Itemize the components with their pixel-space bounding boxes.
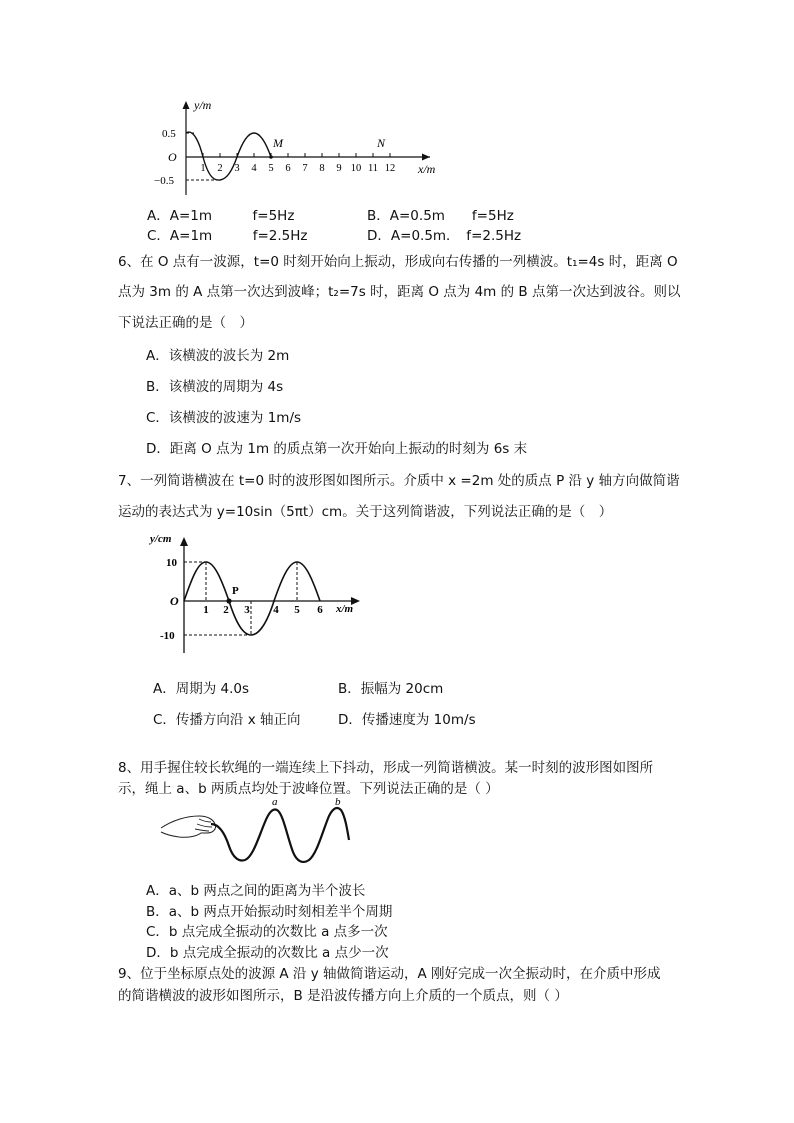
x-tick: 10 <box>350 163 362 174</box>
y-tick-neg0.5: −0.5 <box>154 175 174 187</box>
q8-option-b: B．a、b 两点开始振动时刻相差半个周期 <box>146 904 393 920</box>
q7-option-b: B．振幅为 20cm <box>338 681 444 697</box>
wave-figure-2 <box>140 528 370 663</box>
q6-option-a: A．该横波的波长为 2m <box>146 348 290 364</box>
q9-stem-line2: 的简谐横波的波形如图所示，B 是沿波传播方向上介质的一个质点，则（ ） <box>118 988 568 1004</box>
x-tick: 4 <box>251 163 257 174</box>
q6-stem-line2: 点为 3m 的 A 点第一次达到波峰；t₂=7s 时，距离 O 点为 4m 的 B 点第一次达到波谷。则以 <box>118 284 681 300</box>
q8-stem-line2: 示，绳上 a、b 两质点均处于波峰位置。下列说法正确的是（ ） <box>118 781 499 797</box>
q5-option-b: B．A=0.5m f=5Hz <box>367 208 514 224</box>
x-axis-label: x/m <box>418 162 436 176</box>
x-tick: 3 <box>234 163 240 174</box>
point-a-label: a <box>272 796 278 808</box>
x-tick: 9 <box>336 163 342 174</box>
x-tick: 1 <box>200 163 206 174</box>
q7-stem-line1: 7、一列简谐横波在 t=0 时的波形图如图所示。介质中 x =2m 处的质点 P 沿 y 轴方向做简谐 <box>118 473 680 489</box>
x-tick: 6 <box>285 163 291 174</box>
q8-option-d: D．b 点完成全振动的次数比 a 点少一次 <box>146 945 389 961</box>
point-n-label: N <box>377 136 386 150</box>
point-p-label: P <box>232 585 239 597</box>
x-tick: 6 <box>317 604 323 616</box>
x-tick: 12 <box>384 163 396 174</box>
q7-stem-line2: 运动的表达式为 y=10sin（5πt）cm。关于这列简谐波，下列说法正确的是（ ） <box>118 504 613 520</box>
x-tick: 1 <box>203 604 209 616</box>
q5-option-c: C．A=1m f=2.5Hz <box>147 228 308 244</box>
point-b-label: b <box>335 796 341 808</box>
q8-stem-line1: 8、用手握住较长软绳的一端连续上下抖动，形成一列简谐横波。某一时刻的波形图如图所 <box>118 760 654 776</box>
y-axis-label: y/m <box>194 98 212 112</box>
q8-option-c: C．b 点完成全振动的次数比 a 点多一次 <box>146 924 388 940</box>
q9-stem-line1: 9、位于坐标原点处的波源 A 沿 y 轴做简谐运动，A 刚好完成一次全振动时，在介质中形成 <box>118 966 661 982</box>
x-tick: 2 <box>223 604 229 616</box>
x-tick: 5 <box>294 604 300 616</box>
y-tick-neg10: -10 <box>160 630 175 642</box>
q6-option-b: B．该横波的周期为 4s <box>146 379 284 395</box>
y-tick-0.5: 0.5 <box>162 128 176 140</box>
x-tick: 8 <box>319 163 325 174</box>
x-tick: 3 <box>244 604 250 616</box>
x-axis-label: x/m <box>336 603 354 615</box>
origin-label: O <box>168 150 177 164</box>
y-tick-10: 10 <box>166 557 177 569</box>
q5-option-d: D．A=0.5m． f=2.5Hz <box>367 228 522 244</box>
q6-option-c: C．该横波的波速为 1m/s <box>146 410 302 426</box>
point-m-label: M <box>273 136 283 150</box>
wave-figure-1 <box>150 95 450 200</box>
origin-label: O <box>170 594 179 608</box>
y-axis-label: y/cm <box>150 533 172 545</box>
q7-option-d: D．传播速度为 10m/s <box>338 712 476 728</box>
x-tick: 4 <box>273 604 279 616</box>
q8-option-a: A．a、b 两点之间的距离为半个波长 <box>146 883 366 899</box>
q6-option-d: D．距离 O 点为 1m 的质点第一次开始向上振动的时刻为 6s 末 <box>146 441 528 457</box>
x-tick: 5 <box>268 163 274 174</box>
q7-option-a: A．周期为 4.0s <box>153 681 250 697</box>
x-tick: 2 <box>217 163 223 174</box>
rope-wave-figure <box>155 796 370 871</box>
x-tick: 11 <box>367 163 379 174</box>
q5-option-a: A．A=1m f=5Hz <box>147 208 295 224</box>
x-tick: 7 <box>302 163 308 174</box>
q6-stem-line1: 6、在 O 点有一波源，t=0 时刻开始向上振动，形成向右传播的一列横波。t₁=4s 时，距离 O <box>118 254 678 270</box>
q6-stem-line3: 下说法正确的是（ ） <box>118 315 253 331</box>
q7-option-c: C．传播方向沿 x 轴正向 <box>153 712 301 728</box>
